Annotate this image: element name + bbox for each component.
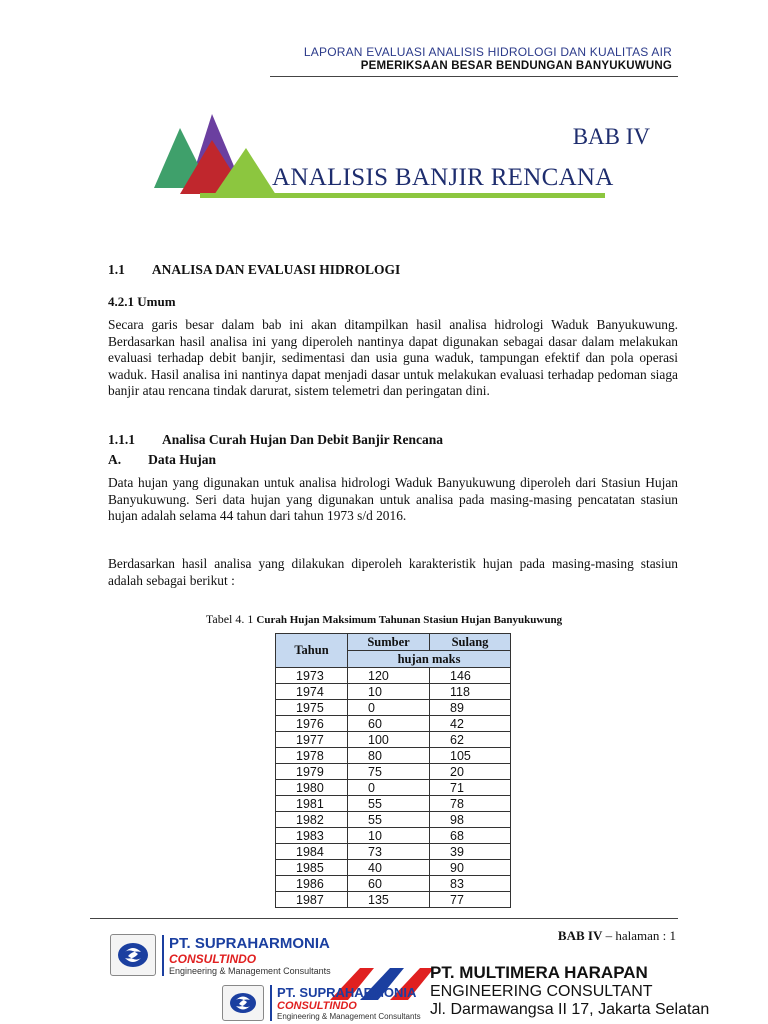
- page-chapter: BAB IV: [557, 928, 603, 943]
- cell-sulang: 20: [430, 764, 511, 780]
- cell-sumber: 100: [348, 732, 430, 748]
- multimera-name: PT. MULTIMERA HARAPAN: [430, 963, 648, 982]
- section-heading-1-1-1: 1.1.1 Analisa Curah Hujan Dan Debit Banjir Rencana: [108, 432, 444, 447]
- rainfall-table: [275, 633, 511, 908]
- multimera-address: Jl. Darmawangsa II 17, Jakarta Selatan: [430, 1001, 710, 1018]
- cell-year: 1987: [276, 892, 348, 908]
- paragraph-umum: Secara garis besar dalam bab ini akan ditampilkan hasil analisa hidrologi Waduk Banyukuwung. Berdasarkan hasil analisa ini yang diperoleh nantinya dapat digunakan sebagai dasar dalam melakukan evaluasi terhadap debit banjir, sedimentasi dan usia guna waduk, tampungan efektif dan pola operasi waduk. Hasil analisa ini nantinya dapat menjadi dasar untuk melakukan evaluasi terhadap pedoman siaga banjir atau rencana tindak darurat, sistem telemetri dan peringatan dini.: [108, 317, 678, 398]
- title-underline: [200, 193, 605, 198]
- cell-sulang: 62: [430, 732, 511, 748]
- cell-sumber: 60: [348, 876, 430, 892]
- table-row: [276, 860, 511, 876]
- section-heading-1-1: 1.1 ANALISA DAN EVALUASI HIDROLOGI: [108, 262, 401, 277]
- table-body: [276, 668, 511, 908]
- cell-year: 1975: [276, 700, 348, 716]
- supraharmonia-name-2: PT. SUPRAHARMONIA: [277, 985, 417, 1000]
- multimera-sub: ENGINEERING CONSULTANT: [430, 983, 653, 1000]
- report-subtitle: PEMERIKSAAN BESAR BENDUNGAN BANYUKUWUNG: [360, 60, 672, 72]
- col-header-sulang: Sulang: [430, 634, 511, 651]
- header-divider: [270, 76, 678, 77]
- cell-sulang: 77: [430, 892, 511, 908]
- section-heading-4-2-1: 4.2.1 Umum: [108, 294, 176, 309]
- page-number: – halaman : 1: [602, 928, 676, 943]
- cell-sumber: 135: [348, 892, 430, 908]
- cell-sumber: 10: [348, 684, 430, 700]
- table-caption-title: Curah Hujan Maksimum Tahunan Stasiun Hujan Banyukuwung: [256, 614, 563, 626]
- table-row: [276, 780, 511, 796]
- cell-sulang: 146: [430, 668, 511, 684]
- cell-sulang: 118: [430, 684, 511, 700]
- table-row: [276, 812, 511, 828]
- supraharmonia-emblem-icon-2: [222, 985, 264, 1021]
- chapter-number: BAB IV: [572, 124, 650, 149]
- cell-sumber: 60: [348, 716, 430, 732]
- cell-year: 1980: [276, 780, 348, 796]
- cell-sumber: 0: [348, 700, 430, 716]
- cell-sulang: 39: [430, 844, 511, 860]
- supraharmonia-emblem-icon: [110, 934, 156, 976]
- cell-year: 1983: [276, 828, 348, 844]
- supraharmonia-sub-2: CONSULTINDO: [277, 1000, 357, 1012]
- cell-sulang: 98: [430, 812, 511, 828]
- chapter-title: ANALISIS BANJIR RENCANA: [272, 164, 614, 191]
- cell-year: 1973: [276, 668, 348, 684]
- mountain-logo-icon: [150, 110, 280, 200]
- multimera-text-block: [430, 963, 709, 1019]
- table-row: [276, 668, 511, 684]
- paragraph-karakteristik: Berdasarkan hasil analisa yang dilakukan diperoleh karakteristik hujan pada masing-masing stasiun adalah sebagai berikut :: [108, 556, 678, 588]
- supraharmonia-tagline: Engineering & Management Consultants: [169, 965, 331, 976]
- cell-sulang: 105: [430, 748, 511, 764]
- cell-year: 1981: [276, 796, 348, 812]
- cell-sumber: 73: [348, 844, 430, 860]
- table-row: [276, 796, 511, 812]
- col-header-sumber: Sumber: [348, 634, 430, 651]
- cell-sumber: 0: [348, 780, 430, 796]
- paragraph-data-hujan: Data hujan yang digunakan untuk analisa hidrologi Waduk Banyukuwung diperoleh dari Stasiun Hujan Banyukuwung. Seri data hujan yang digunakan untuk analisa pada masing-masing pencatatan stasiun hujan adalah selama 44 tahun dari tahun 1973 s/d 2016.: [108, 475, 678, 523]
- table-row: [276, 684, 511, 700]
- cell-sulang: 78: [430, 796, 511, 812]
- cell-year: 1977: [276, 732, 348, 748]
- cell-year: 1979: [276, 764, 348, 780]
- cell-year: 1978: [276, 748, 348, 764]
- cell-year: 1986: [276, 876, 348, 892]
- table-row: [276, 764, 511, 780]
- table-row: [276, 700, 511, 716]
- company-logo-supraharmonia-2: [222, 985, 421, 1021]
- cell-sumber: 55: [348, 796, 430, 812]
- table-row: [276, 716, 511, 732]
- cell-sulang: 89: [430, 700, 511, 716]
- cell-sumber: 120: [348, 668, 430, 684]
- cell-year: 1976: [276, 716, 348, 732]
- table-caption: [0, 612, 768, 627]
- supraharmonia-sub: CONSULTINDO: [169, 951, 257, 966]
- table-caption-prefix: Tabel 4. 1: [205, 612, 254, 626]
- table-row: [276, 828, 511, 844]
- cell-sumber: 55: [348, 812, 430, 828]
- cell-year: 1985: [276, 860, 348, 876]
- table-row: [276, 748, 511, 764]
- cell-year: 1982: [276, 812, 348, 828]
- table-row: [276, 732, 511, 748]
- company-logo-supraharmonia: [110, 934, 331, 976]
- col-subheader-hujan-maks: hujan maks: [348, 651, 511, 668]
- cell-year: 1974: [276, 684, 348, 700]
- cell-year: 1984: [276, 844, 348, 860]
- cell-sumber: 10: [348, 828, 430, 844]
- supraharmonia-name: PT. SUPRAHARMONIA: [169, 934, 330, 952]
- table-row: [276, 892, 511, 908]
- cell-sulang: 71: [430, 780, 511, 796]
- page-label: [558, 928, 676, 944]
- cell-sulang: 90: [430, 860, 511, 876]
- cell-sulang: 68: [430, 828, 511, 844]
- supraharmonia-tagline-2: Engineering & Management Consultants: [277, 1012, 421, 1021]
- footer-divider: [90, 918, 678, 919]
- cell-sumber: 40: [348, 860, 430, 876]
- cell-sulang: 42: [430, 716, 511, 732]
- supraharmonia-text-block: [162, 935, 331, 976]
- table-row: [276, 876, 511, 892]
- table-row: [276, 844, 511, 860]
- cell-sumber: 75: [348, 764, 430, 780]
- supraharmonia-text-block-2: [270, 985, 421, 1021]
- report-title: LAPORAN EVALUASI ANALISIS HIDROLOGI DAN KUALITAS AIR: [303, 45, 672, 59]
- cell-sulang: 83: [430, 876, 511, 892]
- col-header-year: Tahun: [276, 634, 348, 668]
- cell-sumber: 80: [348, 748, 430, 764]
- section-heading-data-hujan: A. Data Hujan: [108, 452, 217, 467]
